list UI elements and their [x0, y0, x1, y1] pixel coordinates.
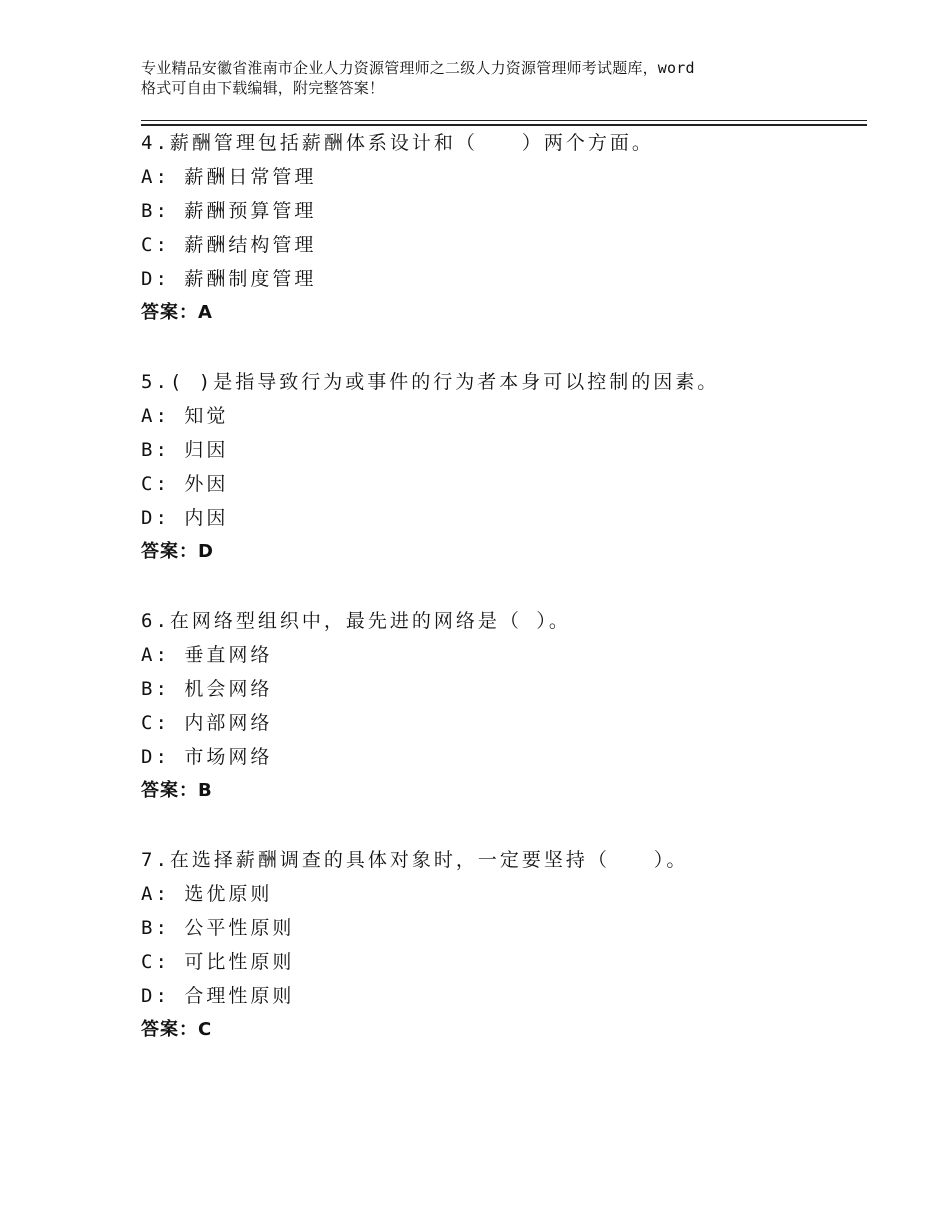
question-text: 4.薪酬管理包括薪酬体系设计和（ ）两个方面。	[141, 132, 654, 154]
option-d: D: 内因	[141, 507, 229, 529]
option-d: D: 薪酬制度管理	[141, 268, 317, 290]
option-c: C: 可比性原则	[141, 951, 295, 973]
header-divider-top	[141, 120, 867, 121]
question-7	[141, 843, 861, 1047]
option-a: A: 知觉	[141, 405, 229, 427]
header-line-2: 格式可自由下载编辑，附完整答案！	[141, 79, 385, 97]
option-a: A: 选优原则	[141, 883, 273, 905]
option-b: B: 公平性原则	[141, 917, 295, 939]
option-a: A: 薪酬日常管理	[141, 166, 317, 188]
answer: 答案：A	[141, 302, 213, 323]
question-6	[141, 604, 861, 808]
option-d: D: 市场网络	[141, 746, 273, 768]
document-header	[141, 58, 831, 98]
option-a: A: 垂直网络	[141, 644, 273, 666]
header-line-1: 专业精品安徽省淮南市企业人力资源管理师之二级人力资源管理师考试题库，word	[141, 59, 695, 77]
answer: 答案：C	[141, 1019, 213, 1040]
option-d: D: 合理性原则	[141, 985, 295, 1007]
option-b: B: 机会网络	[141, 678, 273, 700]
question-text: 5.( )是指导致行为或事件的行为者本身可以控制的因素。	[141, 371, 720, 393]
question-text: 7.在选择薪酬调查的具体对象时，一定要坚持（ ）。	[141, 849, 689, 871]
option-b: B: 归因	[141, 439, 229, 461]
question-4	[141, 126, 861, 330]
question-text: 6.在网络型组织中，最先进的网络是（ ）。	[141, 610, 571, 632]
answer: 答案：D	[141, 541, 214, 562]
option-c: C: 薪酬结构管理	[141, 234, 317, 256]
option-b: B: 薪酬预算管理	[141, 200, 317, 222]
option-c: C: 内部网络	[141, 712, 273, 734]
option-c: C: 外因	[141, 473, 229, 495]
answer: 答案：B	[141, 780, 213, 801]
question-5	[141, 365, 861, 569]
